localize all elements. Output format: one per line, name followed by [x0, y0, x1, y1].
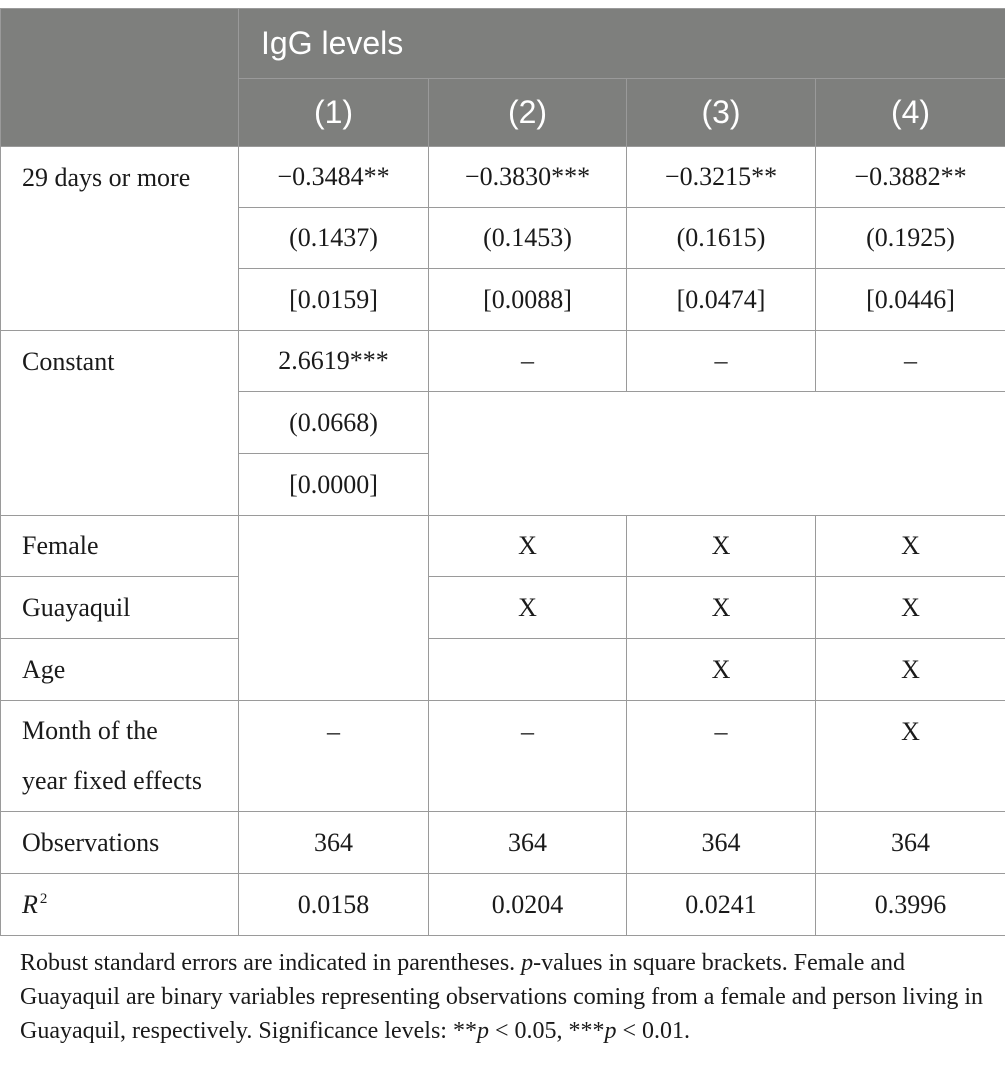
r-squared-cell: 0.3996 — [816, 874, 1005, 936]
control-cell: X — [429, 516, 627, 577]
table-row — [1, 874, 1005, 936]
r-squared-cell: 0.0158 — [239, 874, 429, 936]
coef-cell: 2.6619*** — [239, 331, 429, 392]
control-cell: X — [627, 639, 816, 701]
r-symbol: R — [22, 889, 38, 919]
coef-cell: −0.3830*** — [429, 147, 627, 208]
row-label-age: Age — [1, 639, 239, 701]
table-row — [1, 639, 1005, 701]
header-corner — [1, 9, 239, 147]
control-cell: X — [816, 701, 1005, 812]
coef-cell: – — [627, 331, 816, 392]
footnote-text: < 0.05, *** — [488, 1018, 605, 1044]
pvalue-cell: [0.0474] — [627, 269, 816, 331]
pvalue-cell: [0.0088] — [429, 269, 627, 331]
r-superscript: 2 — [39, 890, 48, 907]
table-footnote — [20, 946, 995, 1048]
footnote-text: -values in square brackets. Female and Guayaquil are binary variables representing observations coming from a female and person living in Guayaquil, respectively. Significance levels: ** — [20, 950, 984, 1044]
column-header: (3) — [627, 79, 816, 147]
coef-cell: – — [816, 331, 1005, 392]
observations-cell: 364 — [816, 812, 1005, 874]
row-label-r-squared — [1, 874, 239, 936]
row-label-month-fe — [1, 701, 239, 812]
row-label-female: Female — [1, 516, 239, 577]
pvalue-cell: [0.0000] — [239, 454, 429, 516]
coef-cell: −0.3215** — [627, 147, 816, 208]
control-cell: – — [627, 701, 816, 812]
table-row — [1, 577, 1005, 639]
row-label-constant: Constant — [1, 331, 239, 516]
control-cell: X — [627, 577, 816, 639]
observations-cell: 364 — [627, 812, 816, 874]
empty-merged-cell — [429, 392, 1005, 516]
table-row — [1, 147, 1005, 208]
se-cell: (0.1453) — [429, 208, 627, 269]
empty-merged-cell — [239, 516, 429, 701]
se-cell: (0.1615) — [627, 208, 816, 269]
control-cell: X — [627, 516, 816, 577]
footnote-text: < 0.01. — [616, 1018, 691, 1044]
column-header: (2) — [429, 79, 627, 147]
se-cell: (0.1437) — [239, 208, 429, 269]
observations-cell: 364 — [429, 812, 627, 874]
table-row — [1, 516, 1005, 577]
header-title: IgG levels — [239, 9, 1005, 79]
control-cell: – — [429, 701, 627, 812]
r-squared-cell: 0.0204 — [429, 874, 627, 936]
table-row — [1, 812, 1005, 874]
row-label-line: Month of the — [22, 716, 158, 745]
coef-cell: −0.3484** — [239, 147, 429, 208]
control-cell: – — [239, 701, 429, 812]
table-row — [1, 331, 1005, 392]
table-row — [1, 701, 1005, 812]
se-cell: (0.0668) — [239, 392, 429, 454]
row-label-line: year fixed effects — [22, 766, 202, 795]
p-symbol: p — [604, 1018, 617, 1044]
observations-cell: 364 — [239, 812, 429, 874]
row-label-guayaquil: Guayaquil — [1, 577, 239, 639]
row-label-observations: Observations — [1, 812, 239, 874]
pvalue-cell: [0.0446] — [816, 269, 1005, 331]
coef-cell: – — [429, 331, 627, 392]
regression-table — [0, 8, 1005, 936]
control-cell: X — [816, 577, 1005, 639]
column-header: (1) — [239, 79, 429, 147]
p-symbol: p — [476, 1018, 489, 1044]
row-label-29-days: 29 days or more — [1, 147, 239, 331]
r-squared-cell: 0.0241 — [627, 874, 816, 936]
control-cell: X — [816, 516, 1005, 577]
header-row-title — [1, 9, 1005, 79]
column-header: (4) — [816, 79, 1005, 147]
se-cell: (0.1925) — [816, 208, 1005, 269]
control-cell: X — [816, 639, 1005, 701]
p-symbol: p — [521, 950, 534, 976]
pvalue-cell: [0.0159] — [239, 269, 429, 331]
coef-cell: −0.3882** — [816, 147, 1005, 208]
footnote-text: Robust standard errors are indicated in parentheses. — [20, 950, 522, 976]
control-cell: X — [429, 577, 627, 639]
control-cell — [429, 639, 627, 701]
